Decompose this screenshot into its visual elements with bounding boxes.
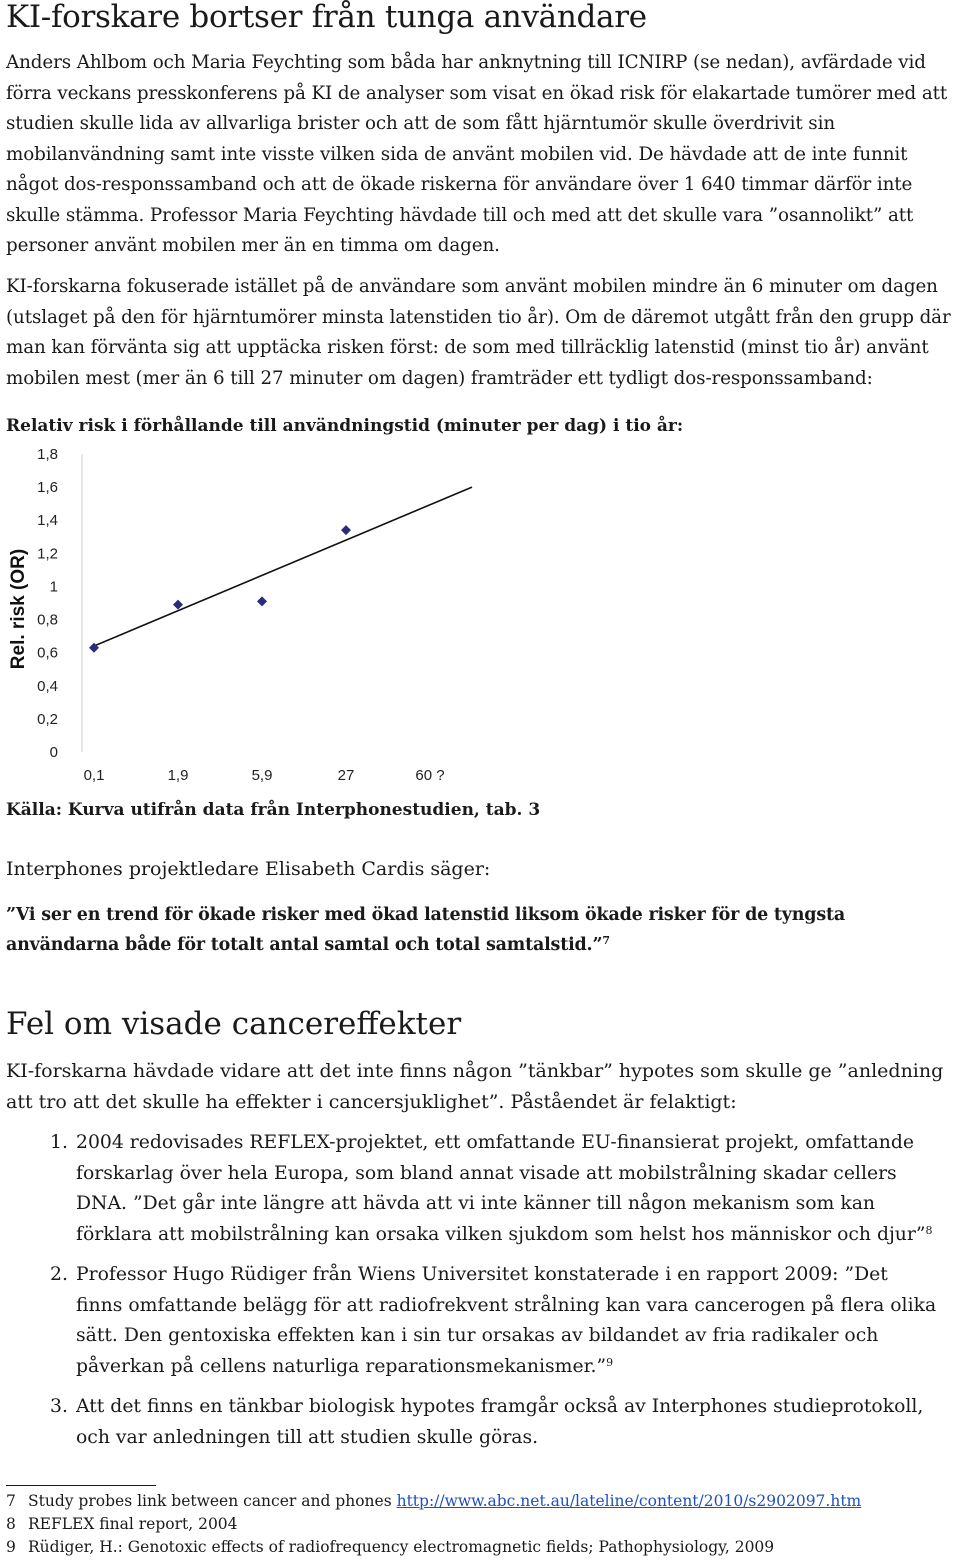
x-tick-label: 27 [337,767,355,784]
quote [6,900,956,960]
quote-intro: Interphones projektledare Elisabeth Cardis säger: [6,858,491,880]
data-point [257,596,267,606]
y-tick-label: 1,6 [37,479,58,497]
footnote-text: Study probes link between cancer and phones [28,1492,397,1510]
paragraph-intro: Anders Ahlbom och Maria Feychting som båda har anknytning till ICNIRP (se nedan), avfärdade vid förra veckans presskonferens på KI de analyser som visat en ökad risk för elakartade tumörer med att studien skulle lida av allvarliga brister och att de som fått hjärntumör skulle överdrivit sin mobilanvändning samt inte visste vilken sida de använt mobilen vid. De hävdade att de inte funnit något dos-responssamband och att de ökade riskerna för användare över 1 640 timmar därför inte skulle stämma. Professor Maria Feychting hävdade till och med att det skulle vara ”osannolikt” att personer använt mobilen mer än en timma om dagen. [6,52,948,256]
footnote-text: REFLEX final report, 2004 [28,1515,238,1533]
x-tick-label: 1,9 [167,767,189,784]
footnote-number: 7 [6,1492,16,1510]
quote-text: ”Vi ser en trend för ökade risker med ökad latenstid liksom ökade risker för de tyngsta användarna både för totalt antal samtal och total samtalstid.” [6,905,846,955]
list-item-number: 3. [50,1396,68,1417]
paragraph-claim: KI-forskarna hävdade vidare att det inte finns någon ”tänkbar” hypotes som skulle ge ”anledning att tro att det skulle ha effekter i cancersjuklighet”. Påståendet är felaktigt: [6,1060,944,1113]
y-tick-label: 0 [49,744,58,761]
trendline [94,487,472,646]
list-item [0,1392,940,1453]
y-tick-label: 0,8 [37,611,58,629]
list-item-text: Att det finns en tänkbar biologisk hypotes framgår också av Interphones studieprotokoll, och var anledningen till att studien skulle göras. [76,1396,924,1448]
list-item-text: Professor Hugo Rüdiger från Wiens Universitet konstaterade i en rapport 2009: ”Det finns omfattande belägg för att radiofrekvent strålning kan vara cancerogen på flera olika sätt. Den gentoxiska effekten kan i sin tur orsakas av bildandet av fria radikaler och påverkan på cellens naturliga reparationsmekanismer.” [76,1264,937,1377]
quote-footnote-ref: 7 [602,934,610,947]
list-item [0,1128,940,1250]
x-tick-label: 0,1 [83,767,105,784]
footnote-divider [6,1485,156,1486]
y-tick-label: 0,4 [37,677,58,695]
chart-heading: Relativ risk i förhållande till användningstid (minuter per dag) i tio år: [6,416,684,436]
y-tick-label: 0,2 [37,710,58,728]
y-tick-label: 1,8 [37,448,58,463]
footnote [6,1513,861,1536]
footnote-text: Rüdiger, H.: Genotoxic effects of radiofrequency electromagnetic fields; Pathophysiology, 2009 [28,1538,775,1556]
relative-risk-chart [0,448,500,788]
list-item-number: 1. [50,1132,68,1153]
list-item [0,1260,940,1382]
chart-source: Källa: Kurva utifrån data från Interphonestudien, tab. 3 [6,800,541,820]
list-item-footnote-ref: 8 [925,1223,933,1237]
footnotes [6,1490,861,1559]
footnote-link[interactable]: http://www.abc.net.au/lateline/content/2010/s2902097.htm [396,1492,862,1510]
page-title: KI-forskare bortser från tunga användare [6,0,647,35]
data-point [173,600,183,610]
y-axis-label: Rel. risk (OR) [8,548,29,670]
footnote-number: 8 [6,1515,16,1533]
y-tick-label: 1 [49,578,58,596]
evidence-list [0,1128,940,1463]
y-tick-label: 1,2 [37,545,58,563]
x-tick-label: 5,9 [251,767,273,784]
footnote [6,1536,861,1559]
paragraph-focus: KI-forskarna fokuserade istället på de användare som använt mobilen mindre än 6 minuter om dagen (utslaget på den för hjärntumörer minsta latenstiden tio år). Om de däremot utgått från den grupp där man kan förvänta sig att upptäcka risken först: de som med tillräcklig latenstid (minst tio år) använt mobilen mest (mer än 6 till 27 minuter om dagen) framträder ett tydligt dos-responssamband: [6,276,951,389]
section-title: Fel om visade cancereffekter [6,1006,462,1042]
footnote [6,1490,861,1513]
list-item-number: 2. [50,1264,68,1285]
data-point [341,525,351,535]
footnote-number: 9 [6,1538,16,1556]
y-tick-label: 0,6 [37,644,58,662]
list-item-footnote-ref: 9 [606,1355,614,1369]
y-tick-label: 1,4 [37,512,58,530]
list-item-text: 2004 redovisades REFLEX-projektet, ett omfattande EU-finansierat projekt, omfattande forskarlag över hela Europa, som bland annat visade att mobilstrålning skadar cellers DNA. ”Det går inte längre att hävda att vi inte känner till någon mekanism som kan förklara att mobilstrålning kan orsaka vilken sjukdom som helst hos människor och djur” [76,1132,926,1245]
x-tick-label: 60 ? [415,767,445,784]
